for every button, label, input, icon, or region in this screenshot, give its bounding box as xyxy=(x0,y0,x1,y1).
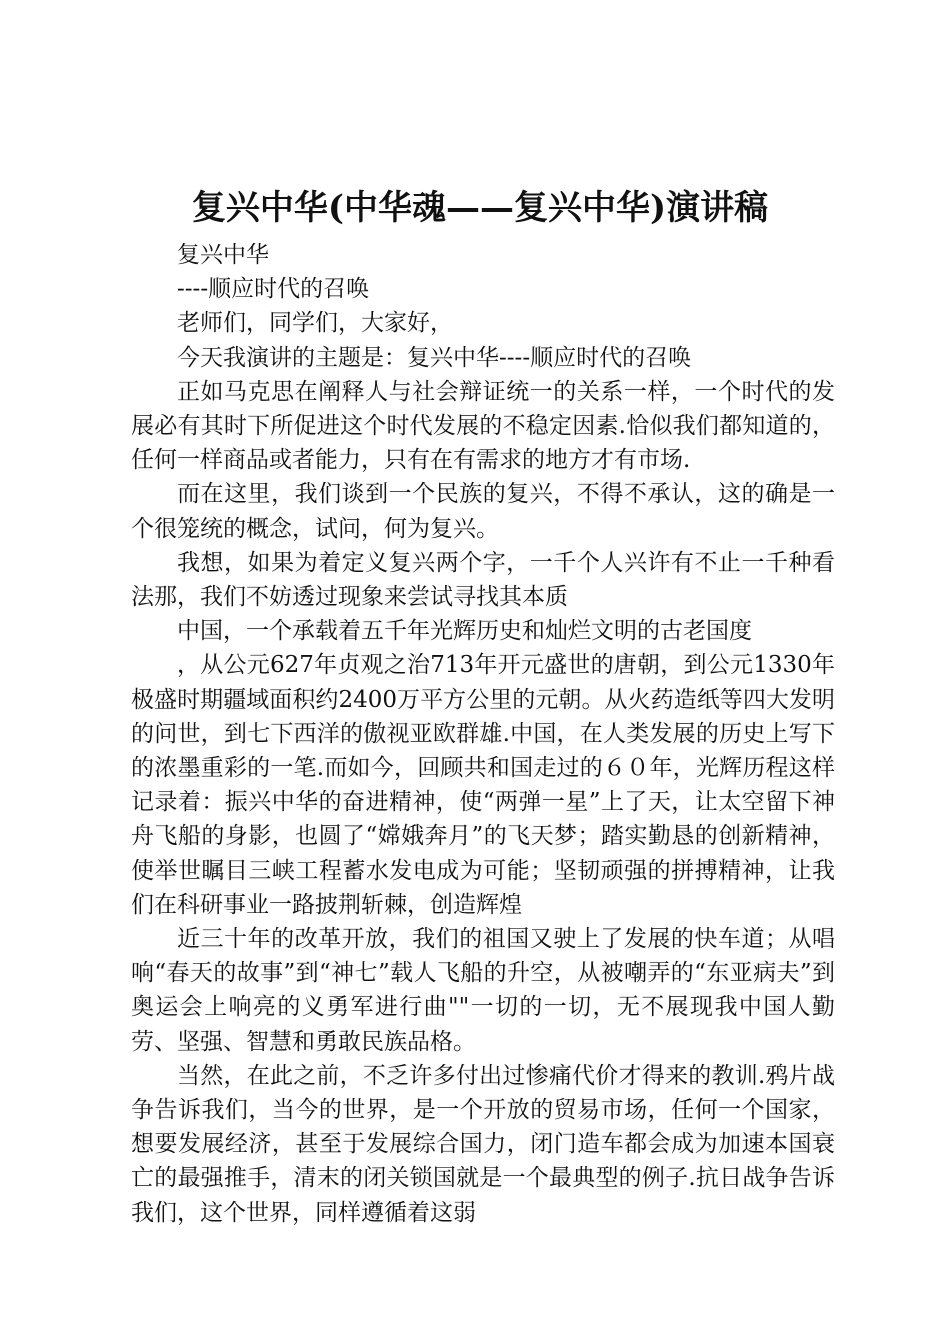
paragraph: 近三十年的改革开放，我们的祖国又驶上了发展的快车道；从唱响“春天的故事”到“神七”载人飞船的升空，从被嘲弄的“东亚病夫”到奥运会上响亮的义勇军进行曲""一切的一切，无不展现我中国人勤劳、坚强、智慧和勇敢民族品格。 xyxy=(131,926,835,1055)
paragraph: ，从公元627年贞观之治713年开元盛世的唐朝，到公元1330年极盛时期疆域面积约2400万平方公里的元朝。从火药造纸等四大发明的问世，到七下西洋的傲视亚欧群雄.中国，在人类发展的历史上写下的浓墨重彩的一笔.而如今，回顾共和国走过的６０年，光辉历程这样记录着：振兴中华的奋进精神，使“两弹一星”上了天，让太空留下神舟飞船的身影，也圆了“嫦娥奔月”的飞天梦；踏实勤恳的创新精神，使举世瞩目三峡工程蓄水发电成为可能；坚韧顽强的拼搏精神，让我们在科研事业一路披荆斩棘，创造辉煌 xyxy=(131,652,835,918)
paragraph: 老师们，同学们，大家好， xyxy=(177,310,453,337)
paragraph: ----顺应时代的召唤 xyxy=(177,276,370,303)
document-body xyxy=(131,238,835,1230)
paragraph: 我想，如果为着定义复兴两个字，一千个人兴许有不止一千种看法那，我们不妨透过现象来尝试寻找其本质 xyxy=(131,549,835,611)
paragraph: 当然，在此之前，不乏许多付出过惨痛代价才得来的教训.鸦片战争告诉我们，当今的世界，是一个开放的贸易市场，任何一个国家，想要发展经济，甚至于发展综合国力，闭门造车都会成为加速本国衰亡的最强推手，清末的闭关锁国就是一个最典型的例子.抗日战争告诉我们，这个世界，同样遵循着这弱 xyxy=(131,1062,835,1226)
paragraph: 复兴中华 xyxy=(177,242,269,268)
paragraph: 而在这里，我们谈到一个民族的复兴，不得不承认，这的确是一个很笼统的概念，试问，何为复兴。 xyxy=(131,481,835,542)
paragraph: 中国，一个承载着五千年光辉历史和灿烂文明的古老国度 xyxy=(177,618,752,645)
paragraph: 今天我演讲的主题是：复兴中华----顺应时代的召唤 xyxy=(177,344,692,371)
document-title: 复兴中华(中华魂——复兴中华)演讲稿 xyxy=(191,188,769,228)
paragraph: 正如马克思在阐释人与社会辩证统一的关系一样，一个时代的发展必有其时下所促进这个时代发展的不稳定因素.恰似我们都知道的，任何一样商品或者能力，只有在有需求的地方才有市场. xyxy=(131,378,835,474)
